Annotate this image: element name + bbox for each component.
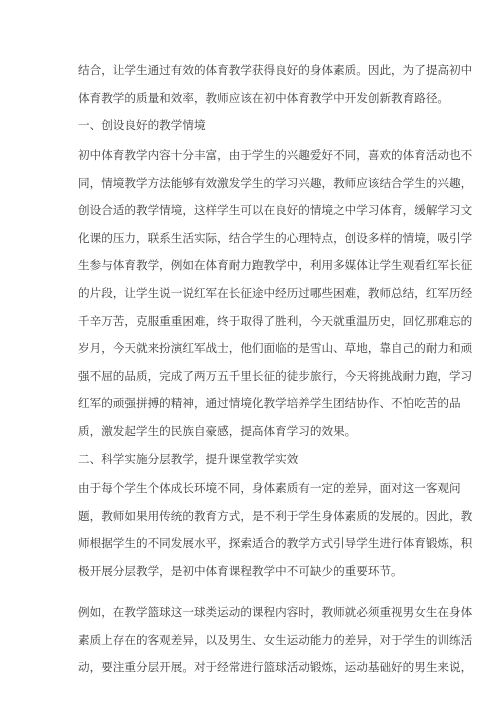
text-line: 创设合适的教学情境，这样学生可以在良好的情境之中学习体育，缓解学习文 <box>78 203 473 218</box>
text-line: 质，激发起学生的民族自豪感，提高体育学习的效果。 <box>78 423 357 438</box>
paragraph-intro <box>78 57 473 112</box>
paragraph-teaching-context <box>78 142 473 446</box>
text-line: 例如，在教学篮球这一球类运动的课程内容时，教师就必须重视男女生在身体 <box>78 605 473 619</box>
heading-text: 二、科学实施分层教学，提升课堂教学实效 <box>78 452 299 466</box>
text-line: 体育教学的质量和效率，教师应该在初中体育教学中开发创新教育路径。 <box>78 90 450 105</box>
text-line: 结合，让学生通过有效的体育教学获得良好的身体素质。因此，为了提高初中 <box>78 63 473 77</box>
text-line: 师根据学生的不同发展水平，探索适合的教学方式引导学生进行体育锻炼，积 <box>78 536 473 551</box>
text-line: 动，要注重分层开展。对于经常进行篮球活动锻炼，运动基础好的男生来说， <box>78 660 473 675</box>
text-line: 千辛万苦，克服重重困难，终于取得了胜利，今天就重温历史，回忆那难忘的 <box>78 313 473 328</box>
text-line: 初中体育教学内容十分丰富，由于学生的兴趣爱好不同，喜欢的体育活动也不 <box>78 148 473 162</box>
text-line: 同，情境教学方法能够有效激发学生的学习兴趣，教师应该结合学生的兴趣， <box>78 175 473 190</box>
paragraph-layered-teaching <box>78 475 473 585</box>
text-line: 红军的顽强拼搏的精神，通过情境化教学培养学生团结协作、不怕吃苦的品 <box>78 396 461 411</box>
text-line: 生参与体育教学，例如在体育耐力跑教学中，利用多媒体让学生观看红军长征 <box>78 258 473 273</box>
text-line: 题，教师如果用传统的教育方式，是不利于学生身体素质的发展的。因此，教 <box>78 508 473 523</box>
section-heading-1 <box>78 112 424 140</box>
section-heading-2 <box>78 446 424 474</box>
text-line: 极开展分层教学，是初中体育课程教学中不可缺少的重要环节。 <box>78 563 403 578</box>
text-line: 化课的压力，联系生活实际，结合学生的心理特点，创设多样的情境，吸引学 <box>78 230 473 245</box>
text-line: 强不屈的品质，完成了两万五千里长征的徒步旅行，今天将挑战耐力跑，学习 <box>78 368 473 383</box>
text-line: 的片段，让学生说一说红军在长征途中经历过哪些困难，教师总结，红军历经 <box>78 285 473 300</box>
text-line: 由于每个学生个体成长环境不同，身体素质有一定的差异，面对这一客观问 <box>78 481 461 495</box>
text-line: 素质上存在的客观差异，以及男生、女生运动能力的差异，对于学生的训练活 <box>78 632 473 647</box>
heading-text: 一、创设良好的教学情境 <box>78 118 206 132</box>
text-line: 岁月，今天就来扮演红军战士，他们面临的是雪山、草地，靠自己的耐力和顽 <box>78 341 473 356</box>
paragraph-basketball-example <box>78 599 473 682</box>
